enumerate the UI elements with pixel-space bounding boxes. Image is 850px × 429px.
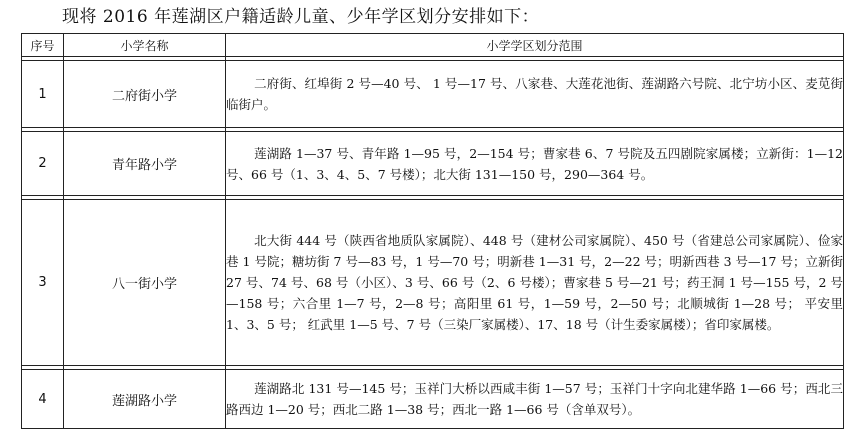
district-range-cell — [226, 370, 844, 429]
district-range: 莲湖路北 131 号—145 号；玉祥门大桥以西咸丰街 1—57 号；玉祥门十字向北建华路 1—66 号；西北三路西边 1—20 号；西北二路 1—38 号；西北一路 1—66 号（含单双号）。 — [226, 381, 843, 417]
school-name: 八一街小学 — [64, 200, 226, 366]
table-header-row — [22, 34, 844, 57]
district-range-cell — [226, 61, 844, 128]
table-row — [22, 132, 844, 196]
row-number: 4 — [22, 370, 64, 429]
intro-text: 现将 2016 年莲湖区户籍适龄儿童、少年学区划分安排如下： — [62, 7, 540, 27]
row-number: 3 — [22, 200, 64, 366]
school-name: 莲湖路小学 — [64, 370, 226, 429]
header-school-name: 小学名称 — [64, 34, 226, 57]
row-number: 2 — [22, 132, 64, 196]
school-district-table — [21, 33, 844, 429]
header-district-range: 小学学区划分范围 — [226, 34, 844, 57]
district-range: 二府街、红埠街 2 号—40 号、 1 号—17 号、八家巷、大莲花池街、莲湖路六号院、北宁坊小区、麦苋街临街户。 — [226, 76, 843, 112]
school-name: 青年路小学 — [64, 132, 226, 196]
district-range: 莲湖路 1—37 号、青年路 1—95 号，2—154 号；曹家巷 6、7 号院及五四剧院家属楼；立新街：1—12 号、66 号（1、3、4、5、7 号楼）；北大街 131—150 号，290—364 号。 — [226, 145, 843, 182]
district-range-cell — [226, 200, 844, 366]
table-row — [22, 370, 844, 429]
school-name: 二府街小学 — [64, 61, 226, 128]
district-range: 北大街 444 号（陕西省地质队家属院）、448 号（建材公司家属院）、450 号（省建总公司家属院）、俭家巷 1 号院；糖坊街 7 号—83 号，1 号—70 号；明新巷 1—31 号，2—22 号；明新西巷 3 号—17 号；立新街 27 号、74 号、68 号（小区）、3 号、66 号（2、6 号楼）；曹家巷 5 号—21 号；药王洞 1 号—155 号，2 号—158 号；六合里 1—7 号，2—8 号；高阳里 61 号，1—59 号，2—50 号；北顺城街 1—28 号； 平安里 1、3、5 号； 红武里 1—5 号、7 号（三染厂家属楼）、17、18 号（计生委家属楼）；省印家属楼。 — [226, 233, 843, 332]
table-row — [22, 61, 844, 128]
district-range-cell — [226, 132, 844, 196]
table-row — [22, 200, 844, 366]
row-number: 1 — [22, 61, 64, 128]
header-no: 序号 — [22, 34, 64, 57]
